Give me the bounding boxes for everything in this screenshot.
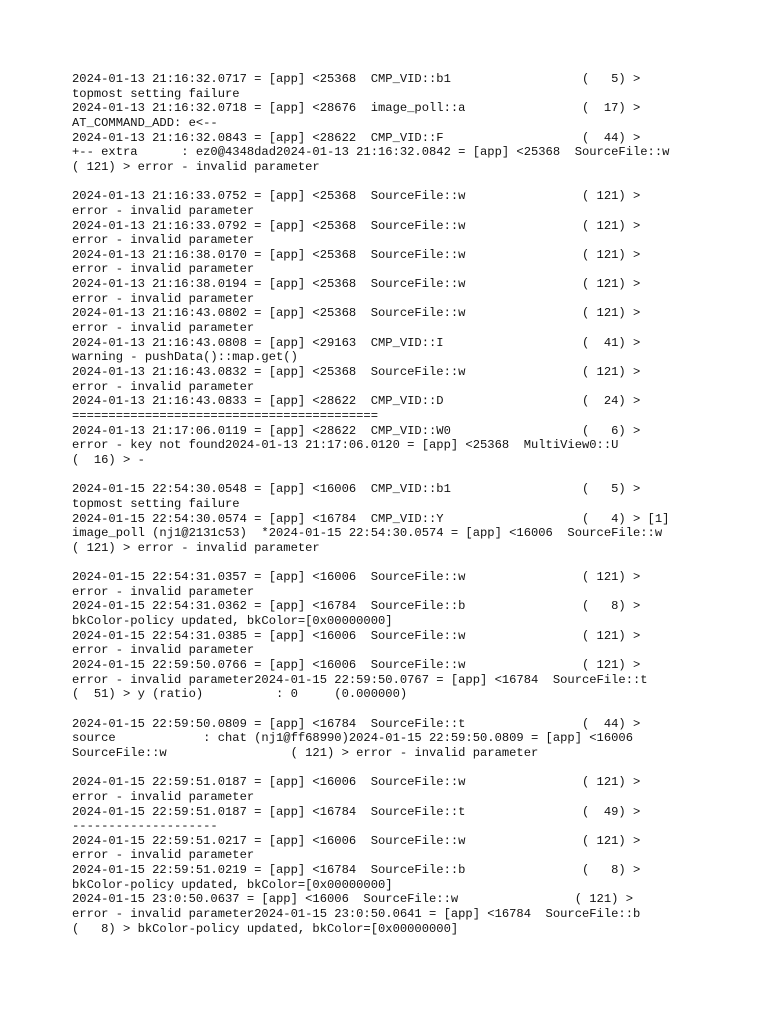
log-block-5: 2024-01-15 22:59:50.0809 = [app] <16784 SourceFile::t ( 44) > source : chat (nj1@ff68990)2024-01-15 22:59:50.0809 = [app] <16006 SourceFile::w ( 121) > error - invalid parameter [72,716,641,760]
log-block-3: 2024-01-15 22:54:30.0548 = [app] <16006 CMP_VID::b1 ( 5) > topmost setting failure 2024-01-15 22:54:30.0574 = [app] <16784 CMP_VID::Y ( 4) > [1] image_poll (nj1@2131c53) *2024-01-15 22:54:30.0574 = [app] <16006 SourceFile::w ( 121) > error - invalid parameter [72,482,670,555]
log-block-6: 2024-01-15 22:59:51.0187 = [app] <16006 SourceFile::w ( 121) > error - invalid parameter 2024-01-15 22:59:51.0187 = [app] <16784 SourceFile::t ( 49) > -------------------- 2024-01-15 22:59:51.0217 = [app] <16006 SourceFile::w ( 121) > error - invalid parameter 2024-01-15 22:59:51.0219 = [app] <16784 SourceFile::b ( 8) > bkColor-policy updated, bkColor=[0x00000000] 2024-01-15 23:0:50.0637 = [app] <16006 SourceFile::w ( 121) > error - invalid parameter2024-01-15 23:0:50.0641 = [app] <16784 SourceFile::b ( 8) > bkColor-policy updated, bkColor=[0x00000000] [72,775,641,936]
log-block-1: 2024-01-13 21:16:32.0717 = [app] <25368 CMP_VID::b1 ( 5) > topmost setting failure 2024-01-13 21:16:32.0718 = [app] <28676 image_poll::a ( 17) > AT_COMMAND_ADD: e<-- 2024-01-13 21:16:32.0843 = [app] <28622 CMP_VID::F ( 44) > +-- extra : ez0@4348dad2024-01-13 21:16:32.0842 = [app] <25368 SourceFile::w ( 121) > error - invalid parameter [72,72,670,174]
log-document [72,72,762,951]
log-block-2: 2024-01-13 21:16:33.0752 = [app] <25368 SourceFile::w ( 121) > error - invalid parameter 2024-01-13 21:16:33.0792 = [app] <25368 SourceFile::w ( 121) > error - invalid parameter 2024-01-13 21:16:38.0170 = [app] <25368 SourceFile::w ( 121) > error - invalid parameter 2024-01-13 21:16:38.0194 = [app] <25368 SourceFile::w ( 121) > error - invalid parameter 2024-01-13 21:16:43.0802 = [app] <25368 SourceFile::w ( 121) > error - invalid parameter 2024-01-13 21:16:43.0808 = [app] <29163 CMP_VID::I ( 41) > warning - pushData()::map.get() 2024-01-13 21:16:43.0832 = [app] <25368 SourceFile::w ( 121) > error - invalid parameter 2024-01-13 21:16:43.0833 = [app] <28622 CMP_VID::D ( 24) > ========================================== 2024-01-13 21:17:06.0119 = [app] <28622 CMP_VID::W0 ( 6) > error - key not found2024-01-13 21:17:06.0120 = [app] <25368 MultiView0::U ( 16) > - [72,189,641,467]
log-block-4: 2024-01-15 22:54:31.0357 = [app] <16006 SourceFile::w ( 121) > error - invalid parameter 2024-01-15 22:54:31.0362 = [app] <16784 SourceFile::b ( 8) > bkColor-policy updated, bkColor=[0x00000000] 2024-01-15 22:54:31.0385 = [app] <16006 SourceFile::w ( 121) > error - invalid parameter 2024-01-15 22:59:50.0766 = [app] <16006 SourceFile::w ( 121) > error - invalid parameter2024-01-15 22:59:50.0767 = [app] <16784 SourceFile::t ( 51) > y (ratio) : 0 (0.000000) [72,570,648,702]
